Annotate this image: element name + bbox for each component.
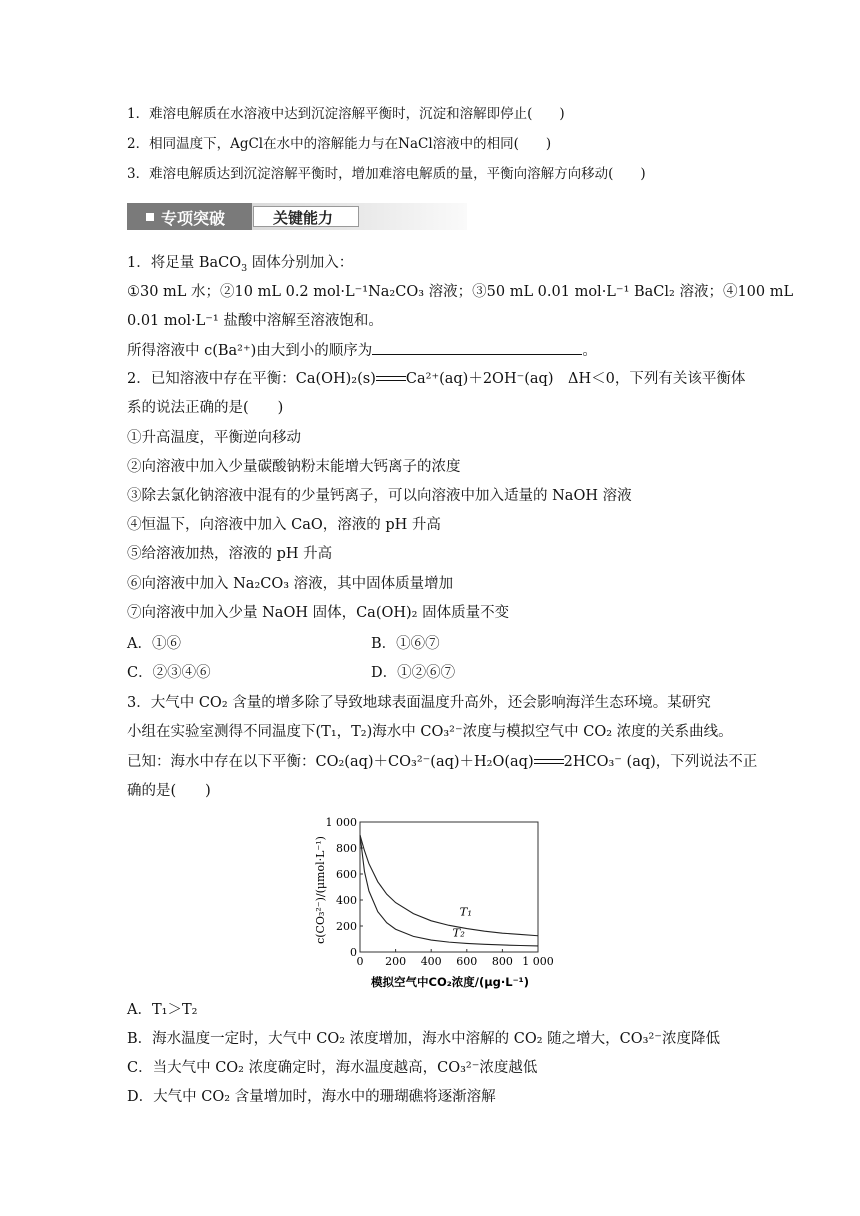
series-label-1: T₁ [459,904,472,919]
q3-choice-b[interactable]: B．海水温度一定时，大气中 CO₂ 浓度增加，海水中溶解的 CO₂ 随之增大，CO₃²⁻浓度降低 [127,1031,720,1047]
equilibrium-arrow-icon [376,374,406,384]
q1-stem-sub: 3 [241,262,248,274]
series-line-2 [360,835,538,946]
x-tick-label: 400 [420,955,442,968]
series-line-1 [360,835,538,936]
q3-stem-line1: 3．大气中 CO₂ 含量的增多除了导致地球表面温度升高外，还会影响海洋生态环境。某研究 [127,695,711,711]
banner-subtitle: 关键能力 [273,209,334,227]
q1-stem [127,253,353,279]
q3-stem-line3-b: 2HCO₃⁻ (aq)，下列说法不正 [563,754,758,770]
judge-item-2: 2．相同温度下，AgCl在水中的溶解能力与在NaCl溶液中的相同( ) [127,136,552,152]
x-tick-label: 600 [456,955,478,968]
q1-question-end: 。 [582,343,597,359]
q3-stem-line3-a: 已知：海水中存在以下平衡：CO₂(aq)＋CO₃²⁻(aq)＋H₂O(aq) [127,754,534,770]
y-tick-labels [326,816,358,959]
y-tick-label: 600 [336,868,357,881]
x-tick-label: 800 [491,955,513,968]
q1-question [127,340,597,361]
y-tick-label: 0 [350,946,357,959]
plot-frame [360,822,538,952]
y-tick-label: 400 [336,894,357,907]
y-tick-label: 800 [336,842,357,855]
chart-frame [360,822,538,952]
judge-item-1: 1．难溶电解质在水溶液中达到沉淀溶解平衡时，沉淀和溶解即停止( ) [127,106,565,122]
series-label-2: T₂ [452,925,465,940]
q2-item-2: ②向溶液中加入少量碳酸钠粉末能增大钙离子的浓度 [127,459,461,475]
y-axis-label: c(CO₃²⁻)/(μmol·L⁻¹) [314,836,327,944]
x-tick-label: 1 000 [522,955,554,968]
x-axis-label: 模拟空气中CO₂浓度/(μg·L⁻¹) [371,975,529,989]
x-tick-label: 200 [385,955,407,968]
judge-item-3: 3．难溶电解质达到沉淀溶解平衡时，增加难溶电解质的量，平衡向溶解方向移动( ) [127,166,646,182]
q1-stem-a: 1．将足量 BaCO [127,255,242,271]
section-banner [127,203,467,230]
q3-choice-c[interactable]: C．当大气中 CO₂ 浓度确定时，海水温度越高，CO₃²⁻浓度越低 [127,1060,538,1076]
q1-stem-b: 固体分别加入： [247,255,354,271]
q3-choice-a[interactable]: A．T₁＞T₂ [127,1002,198,1018]
q3-stem-line4: 确的是( ) [127,783,211,799]
chart-series [360,835,538,946]
q1-options-line2: 0.01 mol·L⁻¹ 盐酸中溶解至溶液饱和。 [127,313,383,329]
q2-item-5: ⑤给溶液加热，溶液的 pH 升高 [127,546,333,562]
square-bullet-icon [146,213,154,221]
q1-question-text: 所得溶液中 c(Ba²⁺)由大到小的顺序为 [127,343,373,359]
x-tick-labels [357,955,554,968]
q2-item-3: ③除去氯化钠溶液中混有的少量钙离子，可以向溶液中加入适量的 NaOH 溶液 [127,488,632,504]
q2-item-4: ④恒温下，向溶液中加入 CaO，溶液的 pH 升高 [127,517,441,533]
q3-stem-line3 [127,752,757,772]
q2-choice-a[interactable]: A．①⑥ [127,636,181,652]
co3-concentration-chart [300,812,570,992]
q2-item-7: ⑦向溶液中加入少量 NaOH 固体，Ca(OH)₂ 固体质量不变 [127,605,510,621]
y-tick-label: 1 000 [325,816,357,829]
q1-options-line1: ①30 mL 水；②10 mL 0.2 mol·L⁻¹Na₂CO₃ 溶液；③50 mL 0.01 mol·L⁻¹ BaCl₂ 溶液；④100 mL [127,284,794,300]
q2-stem-line2: 系的说法正确的是( ) [127,400,284,416]
x-tick-label: 0 [356,955,364,968]
q2-stem [127,369,745,389]
q2-choice-c[interactable]: C．②③④⑥ [127,665,211,681]
q2-choice-d[interactable]: D．①②⑥⑦ [371,665,456,681]
banner-title: 专项突破 [161,209,226,228]
answer-blank[interactable] [372,340,582,355]
q3-stem-line2: 小组在实验室测得不同温度下(T₁，T₂)海水中 CO₃²⁻浓度与模拟空气中 CO₂ 浓度的关系曲线。 [127,724,733,740]
equilibrium-arrow-icon [534,757,564,767]
y-tick-label: 200 [336,920,357,933]
q2-stem-a: 2．已知溶液中存在平衡：Ca(OH)₂(s) [127,371,376,387]
q2-stem-b: Ca²⁺(aq)＋2OH⁻(aq) ΔH＜0，下列有关该平衡体 [405,371,746,387]
q3-choice-d[interactable]: D．大气中 CO₂ 含量增加时，海水中的珊瑚礁将逐渐溶解 [127,1089,496,1105]
q2-item-6: ⑥向溶液中加入 Na₂CO₃ 溶液，其中固体质量增加 [127,576,454,592]
q2-choice-b[interactable]: B．①⑥⑦ [371,636,440,652]
q2-item-1: ①升高温度，平衡逆向移动 [127,430,301,446]
